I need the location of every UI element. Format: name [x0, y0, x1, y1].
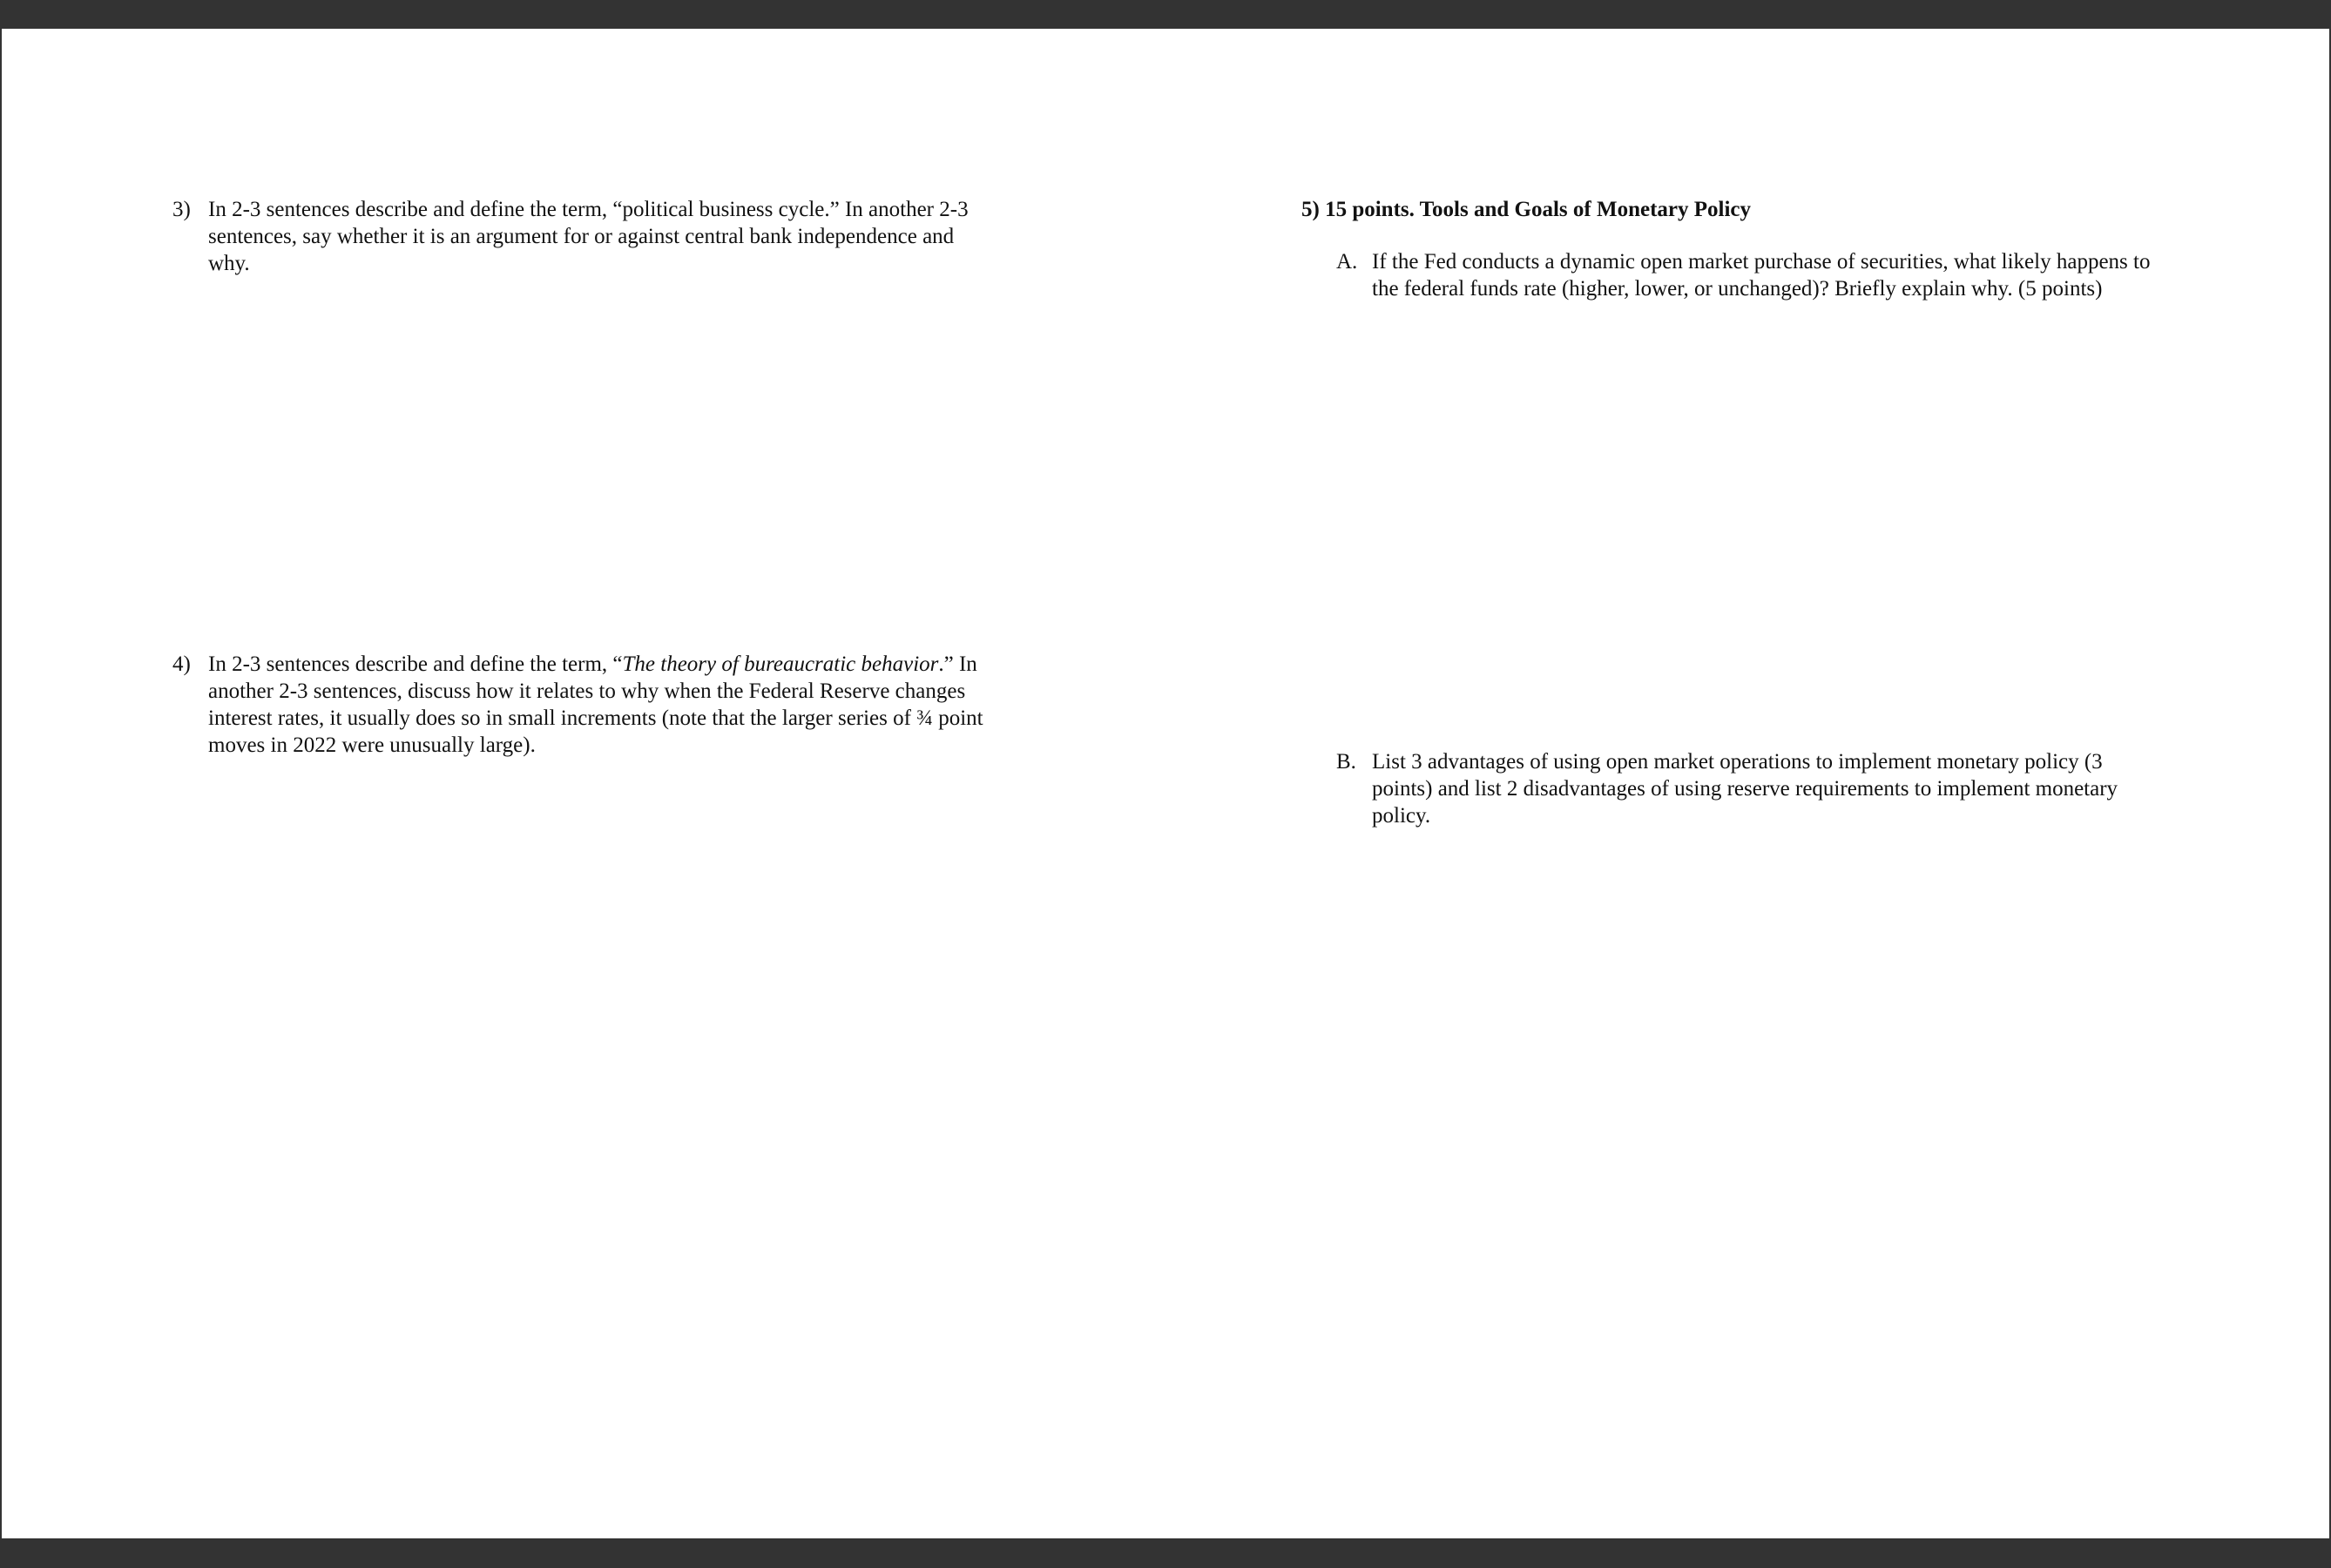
question-4-line1-end: .” In — [938, 652, 977, 676]
question-4-line1-start: In 2-3 sentences describe and define the term, “ — [208, 652, 623, 676]
question-3-text — [208, 196, 1044, 277]
question-5a-text — [1372, 248, 2243, 302]
question-3-line: sentences, say whether it is an argument for or against central bank independence and — [208, 225, 955, 248]
question-4-line — [208, 651, 1044, 678]
question-5a-line: If the Fed conducts a dynamic open market purchase of securities, what likely happens to — [1372, 250, 2151, 274]
question-5b-line: points) and list 2 disadvantages of using reserve requirements to implement monetary — [1372, 777, 2118, 801]
question-4-line: interest rates, it usually does so in small increments (note that the larger series of ¾ point — [208, 706, 983, 730]
question-3-line: why. — [208, 252, 250, 275]
question-4-number: 4) — [172, 652, 191, 676]
document-page — [2, 29, 2329, 1538]
question-4-line: moves in 2022 were unusually large). — [208, 733, 536, 757]
question-5a-label: A. — [1336, 250, 1358, 274]
question-5b-label: B. — [1336, 750, 1356, 774]
question-4-line: another 2-3 sentences, discuss how it relates to why when the Federal Reserve changes — [208, 679, 966, 703]
question-5a-line: the federal funds rate (higher, lower, or unchanged)? Briefly explain why. (5 points) — [1372, 277, 2103, 301]
question-5b-text — [1372, 748, 2243, 829]
question-3-line: In 2-3 sentences describe and define the term, “political business cycle.” In another 2-3 — [208, 198, 969, 221]
question-3-number: 3) — [172, 198, 191, 221]
question-4-italic-term: The theory of bureaucratic behavior — [622, 652, 939, 676]
question-5b-line: policy. — [1372, 804, 1431, 828]
question-5 — [1301, 196, 1751, 223]
question-4-text — [208, 651, 1044, 759]
question-5b-line: List 3 advantages of using open market operations to implement monetary policy (3 — [1372, 750, 2103, 774]
question-5-heading: 5) 15 points. Tools and Goals of Monetary Policy — [1301, 198, 1752, 221]
